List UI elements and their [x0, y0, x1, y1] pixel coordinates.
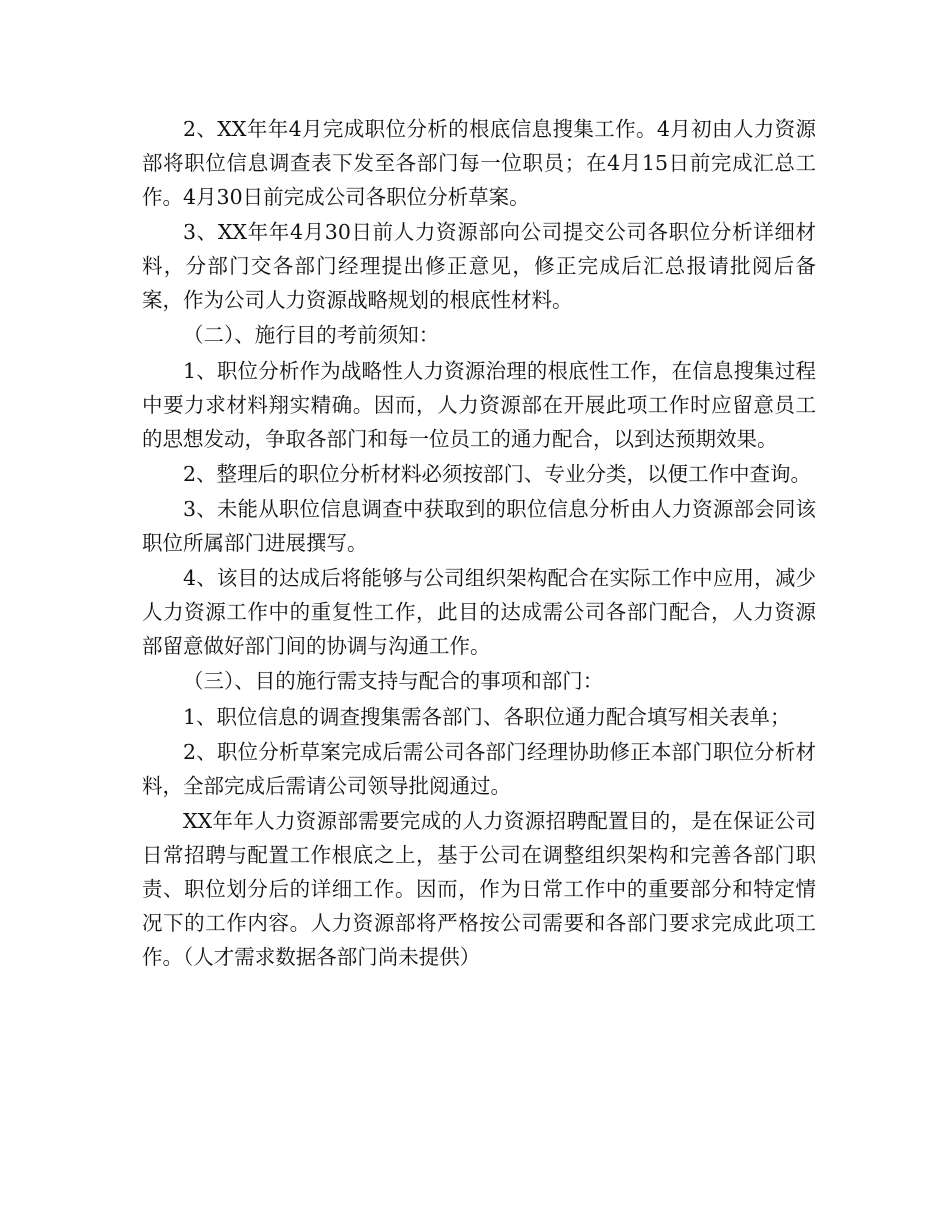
document-body — [142, 112, 816, 974]
paragraph-note-3: 3、未能从职位信息调查中获取到的职位信息分析由人力资源部会同该职位所属部门进展撰写。 — [142, 496, 816, 555]
paragraph-support-2: 2、职位分析草案完成后需公司各部门经理协助修正本部门职位分析材料，全部完成后需请公司领导批阅通过。 — [142, 739, 816, 798]
paragraph-note-1: 1、职位分析作为战略性人力资源治理的根底性工作，在信息搜集过程中要力求材料翔实精确。因而，人力资源部在开展此项工作时应留意员工的思想发动，争取各部门和每一位员工的通力配合，以到达预期效果。 — [142, 358, 816, 451]
paragraph-item-3-submit-materials: 3、XX年年4月30日前人力资源部向公司提交公司各职位分析详细材料，分部门交各部门经理提出修正意见，修正完成后汇总报请批阅后备案，作为公司人力资源战略规划的根底性材料。 — [142, 220, 816, 313]
paragraph-item-2-basic-info: 2、XX年年4月完成职位分析的根底信息搜集工作。4月初由人力资源部将职位信息调查表下发至各部门每一位职员；在4月15日前完成汇总工作。4月30日前完成公司各职位分析草案。 — [142, 117, 816, 209]
paragraph-recruitment-goal: XX年年人力资源部需要完成的人力资源招聘配置目的，是在保证公司日常招聘与配置工作根底之上，基于公司在调整组织架构和完善各部门职责、职位划分后的详细工作。因而，作为日常工作中的重要部分和特定情况下的工作内容。人力资源部将严格按公司需要和各部门要求完成此项工作。（人才需求数据各部门尚未提供） — [142, 808, 816, 969]
section-heading-implementation-notes: （二）、施行目的考前须知： — [183, 323, 440, 348]
section-heading-support-departments: （三）、目的施行需支持与配合的事项和部门： — [183, 669, 604, 694]
paragraph-note-4: 4、该目的达成后将能够与公司组织架构配合在实际工作中应用，减少人力资源工作中的重复性工作，此目的达成需公司各部门配合，人力资源部留意做好部门间的协调与沟通工作。 — [142, 566, 816, 659]
paragraph-note-2: 2、整理后的职位分析材料必须按部门、专业分类，以便工作中查询。 — [183, 461, 812, 486]
paragraph-support-1: 1、职位信息的调查搜集需各部门、各职位通力配合填写相关表单； — [183, 704, 791, 729]
